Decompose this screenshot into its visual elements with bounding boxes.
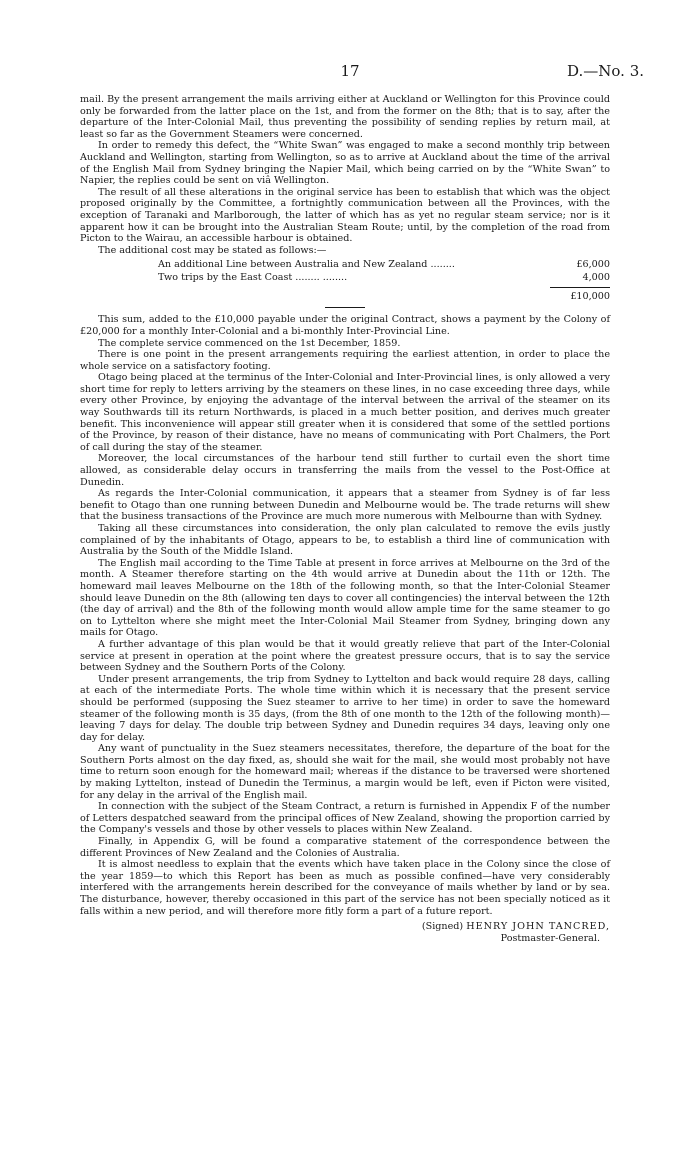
paragraph: It is almost needless to explain that the events which have taken place in the Colony since the close of the year 1859—to which this Report has been as much as possible confined—have very considerably interfered with the arrangements herein described for the conveyance of mails whether by land or by sea. The disturbance, however, thereby occasioned in this part of the service has not been specially noticed as it falls within a new period, and will therefore more fitly form a part of a future report. [80,859,610,917]
paragraph: Finally, in Appendix G, will be found a comparative statement of the correspondence between the different Provinces of New Zealand and the Colonies of Australia. [80,836,610,859]
signature-block [80,921,610,945]
paragraph: The result of all these alterations in the original service has been to establish that which was the object proposed originally by the Committee, a fortnightly communication between all the Provinces, with the exception of Taranaki and Marlborough, the latter of which has as yet no regular steam service; nor is it apparent how it can be brought into the Australian Steam Route; until, by the completion of the road from Picton to the Wairau, an accessible harbour is obtained. [80,186,610,245]
paragraph: The additional cost may be stated as follows:— [98,244,327,256]
cost-amount: £6,000 [576,259,610,271]
report-body [80,94,610,945]
cost-label: Two trips by the East Coast ........ ........ [158,272,348,284]
page-number: 17 [340,62,360,80]
paragraph: mail. By the present arrangement the mails arriving either at Auckland or Wellington for this Province could only be forwarded from the latter place on the 1st, and from the former on the 8th; that is to say, after the departure of the Inter-Colonial Mail, thus preventing the possibility of sending replies by return mail, at least so far as the Government Steamers were concerned. [80,94,610,140]
paragraph: In connection with the subject of the Steam Contract, a return is furnished in Appendix F of the number of Letters despatched seaward from the principal offices of New Zealand, showing the proportion carried by the Company's vessels and those by other vessels to places within New Zealand. [80,801,610,836]
paragraph: Taking all these circumstances into consideration, the only plan calculated to remove the evils justly complained of by the inhabitants of Otago, appears to be, to establish a third line of communication with Australia by the South of the Middle Island. [80,523,610,558]
cost-label: An additional Line between Australia and New Zealand ........ [158,259,455,271]
paragraph: Moreover, the local circumstances of the harbour tend still further to curtail even the short time allowed, as considerable delay occurs in transferring the mails from the vessel to the Post-Office at Dunedin. [80,453,610,488]
sum-rule [550,287,610,288]
paragraph: Otago being placed at the terminus of the Inter-Colonial and Inter-Provincial lines, is only allowed a very short time for reply to letters arriving by the steamers on these lines, in no case exceeding three days, while every other Province, by enjoying the advantage of the interval between the arrival of the steamer on its way Southwards till its return Northwards, is placed in a much better position, and derives much greater benefit. This inconvenience will appear still greater when it is considered that some of the settled portions of the Province, by reason of their distance, have no means of communicating with Port Chalmers, the Port of call during the stay of the steamer. [80,372,610,453]
signatory-title: Postmaster-General. [500,933,600,945]
paragraph: The English mail according to the Time Table at present in force arrives at Melbourne on the 3rd of the month. A Steamer therefore starting on the 4th would arrive at Dunedin about the 11th or 12th. The homeward mail leaves Melbourne on the 18th of the following month, so that the Inter-Colonial Steamer should leave Dunedin on the 8th (allowing ten days to cover all contingencies) the interval between the 12th (the day of arrival) and the 8th of the following month would allow ample time for the same steamer to go on to Lyttelton where she might meet the Inter-Colonial Mail Steamer from Sydney, bringing down any mails for Otago. [80,557,610,639]
cost-row [158,271,610,284]
cost-table [158,258,610,303]
paragraph: This sum, added to the £10,000 payable under the original Contract, shows a payment by the Colony of £20,000 for a monthly Inter-Colonial and a bi-monthly Inter-Provincial Line. [80,314,610,337]
cost-row [158,258,610,271]
document-reference: D.—No. 3. [567,62,644,80]
section-divider [325,307,365,308]
cost-total: £10,000 [570,291,610,303]
signatory-name: HENRY JOHN TANCRED, [466,921,610,933]
paragraph: Under present arrangements, the trip from Sydney to Lyttelton and back would require 28 days, calling at each of the intermediate Ports. The whole time within which it is necessary that the present service should be performed (supposing the Suez steamer to arrive to her time) in order to save the homeward steamer of the following month is 35 days, (from the 8th of one month to the 12th of the following month)—leaving 7 days for delay. The double trip between Sydney and Dunedin requires 34 days, leaving only one day for delay. [80,673,610,743]
paragraph: Any want of punctuality in the Suez steamers necessitates, therefore, the departure of the boat for the Southern Ports almost on the day fixed, as, should she wait for the mail, she would most probably not have time to return soon enough for the homeward mail; whereas if the distance to be traversed were shortened by making Lyttelton, instead of Dunedin the Terminus, a margin would be left, even if Picton were visited, for any delay in the arrival of the English mail. [80,743,610,801]
paragraph: In order to remedy this defect, the “White Swan” was engaged to make a second monthly trip between Auckland and Wellington, starting from Wellington, so as to arrive at Auckland about the time of the arrival of the English Mail from Sydney bringing the Napier Mail, which being carried on by the “White Swan” to Napier, the replies could be sent on viâ Wellington. [80,140,610,187]
signature-prefix: (Signed) [421,921,464,933]
cost-amount: 4,000 [582,272,610,284]
paragraph: A further advantage of this plan would be that it would greatly relieve that part of the Inter-Colonial service at present in operation at the point where the greatest pressure occurs, that is to say the service between Sydney and the Southern Ports of the Colony. [80,638,610,674]
paragraph: The complete service commenced on the 1st December, 1859. [98,337,401,349]
paragraph: There is one point in the present arrangements requiring the earliest attention, in order to place the whole service on a satisfactory footing. [80,349,610,372]
paragraph: As regards the Inter-Colonial communication, it appears that a steamer from Sydney is of far less benefit to Otago than one running between Dunedin and Melbourne would be. The trade returns will shew that the business transactions of the Province are much more numerous with Melbourne than with Sydney. [80,488,610,523]
